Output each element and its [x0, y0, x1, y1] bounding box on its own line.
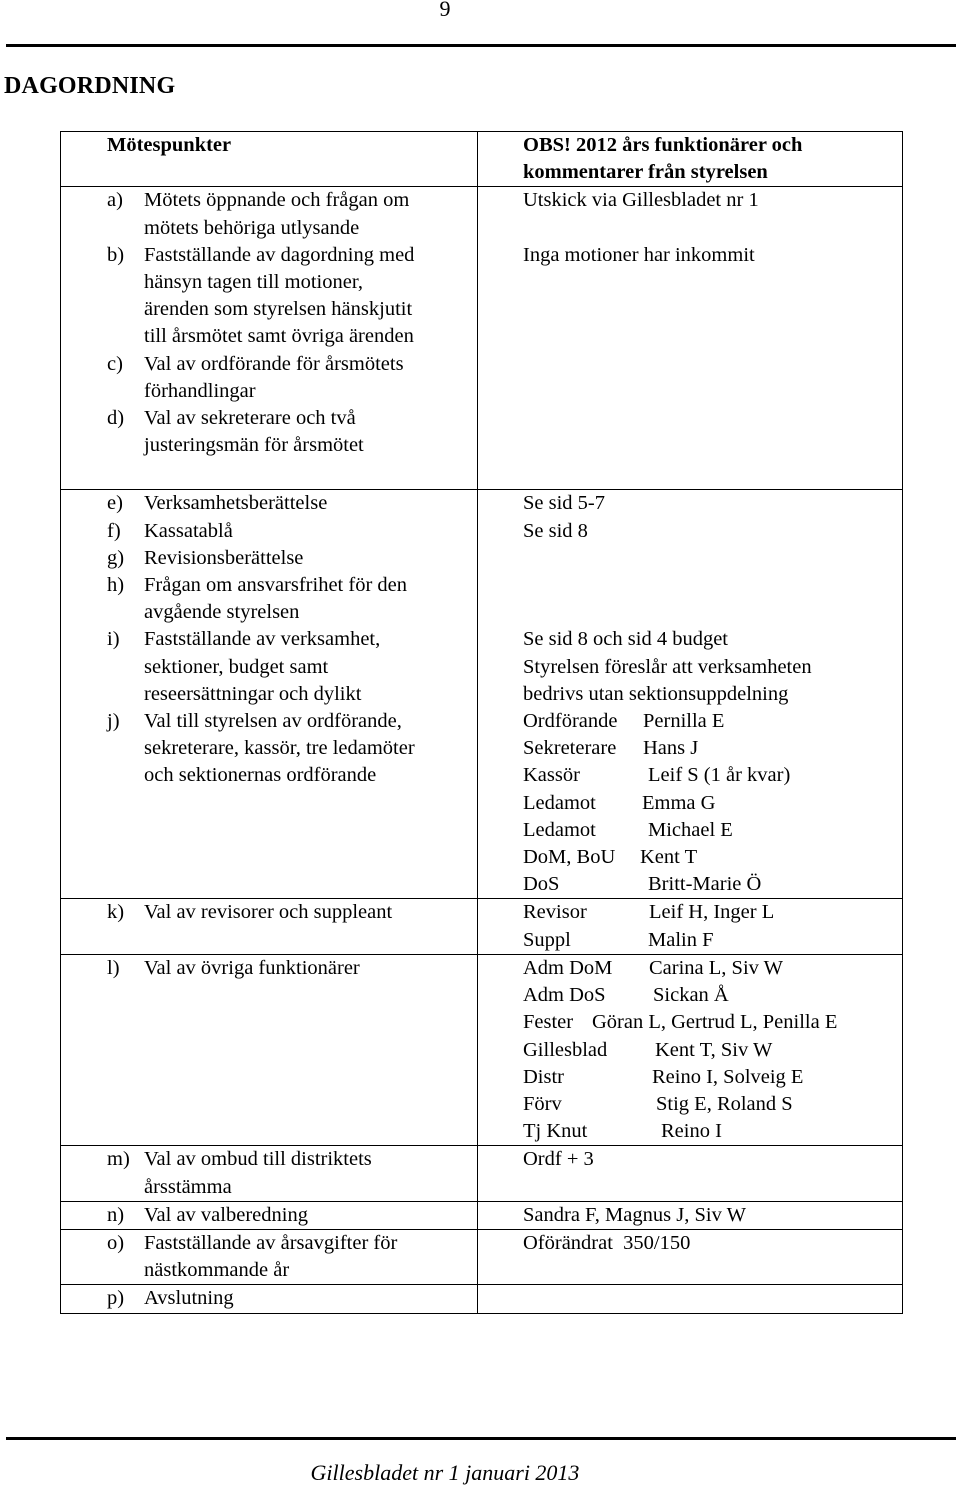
item-text: avgående styrelsen — [144, 601, 300, 624]
agenda-item-e — [107, 490, 477, 517]
item-label: n) — [107, 1203, 125, 1226]
role: DoM, BoU — [523, 846, 616, 869]
item-text: reseersättningar och dylikt — [144, 682, 362, 705]
person: Reino I, Solveig E — [652, 1065, 804, 1088]
page-title: DAGORDNING — [4, 73, 176, 99]
item-text: årsstämma — [144, 1175, 232, 1198]
header-left: Mötespunkter — [107, 134, 232, 156]
item-label: b) — [107, 243, 125, 266]
item-text: Frågan om ansvarsfrihet för den — [144, 574, 407, 597]
agenda-item-n — [107, 1202, 477, 1229]
person: Malin F — [648, 928, 714, 951]
functionary-row — [523, 871, 902, 898]
item-text: sekreterare, kassör, tre ledamöter — [144, 737, 415, 760]
functionary-row — [523, 844, 902, 871]
role: Adm DoS — [523, 984, 606, 1007]
item-label: k) — [107, 901, 125, 924]
role: Förv — [523, 1092, 562, 1115]
item-label: p) — [107, 1287, 125, 1310]
item-label: j) — [107, 710, 120, 733]
functionary-row — [523, 1037, 902, 1064]
agenda-item-i — [107, 626, 477, 708]
agenda-item-m — [107, 1146, 477, 1173]
item-text: Val av ombud till distriktets — [144, 1148, 372, 1171]
row-o-right — [478, 1229, 903, 1284]
item-text: nästkommande år — [144, 1259, 290, 1282]
table-row — [61, 1146, 903, 1201]
item-text: Val till styrelsen av ordförande, — [144, 710, 402, 733]
item-text: förhandlingar — [144, 379, 256, 402]
header-right-line-2: kommentarer från styrelsen — [523, 161, 768, 184]
role: Suppl — [523, 928, 571, 951]
person: Hans J — [643, 737, 699, 760]
item-label: c) — [107, 352, 123, 375]
person: Stig E, Roland S — [656, 1092, 793, 1115]
functionary-row — [523, 955, 902, 982]
role: DoS — [523, 873, 560, 896]
row-l-right — [478, 954, 903, 1145]
person: Michael E — [648, 818, 733, 841]
table-row — [61, 490, 903, 899]
functionary-row — [523, 1118, 902, 1145]
row-k-left — [61, 899, 478, 954]
group2-right-cell — [478, 490, 903, 899]
row-l-left — [61, 954, 478, 1145]
item-text: ärenden som styrelsen hänskjutit — [144, 298, 413, 321]
item-text: Fastställande av verksamhet, — [144, 628, 381, 651]
functionary-row — [523, 899, 902, 926]
item-text: Val av ordförande för årsmötets — [144, 352, 404, 375]
comment-line: Utskick via Gillesbladet nr 1 — [523, 189, 759, 212]
header-right-cell — [478, 132, 903, 187]
role: Ledamot — [523, 791, 596, 814]
item-text: Val av valberedning — [144, 1203, 308, 1226]
functionary-row — [523, 1091, 902, 1118]
agenda-item-o — [107, 1230, 477, 1284]
person: Carina L, Siv W — [649, 956, 783, 979]
item-text: och sektionernas ordförande — [144, 764, 377, 787]
row-k-right — [478, 899, 903, 954]
agenda-item-l — [107, 955, 477, 982]
row-n-right — [478, 1201, 903, 1229]
person: Pernilla E — [643, 710, 725, 733]
comment-line — [523, 215, 902, 242]
item-text: Fastställande av dagordning med — [144, 243, 415, 266]
person: Sickan Å — [653, 984, 729, 1007]
functionary-row — [523, 708, 902, 735]
comment-line: Se sid 8 — [523, 519, 588, 542]
role: Adm DoM — [523, 956, 613, 979]
agenda-item-g — [107, 545, 477, 572]
agenda-table — [60, 131, 903, 1314]
person: Britt-Marie Ö — [648, 873, 762, 896]
role: Ledamot — [523, 818, 596, 841]
comment-line: Inga motioner har inkommit — [523, 243, 755, 266]
row-m-right — [478, 1146, 903, 1201]
functionary-row — [523, 1064, 902, 1091]
agenda-item-f — [107, 518, 477, 545]
item-text: till årsmötet samt övriga ärenden — [144, 325, 414, 348]
item-label: a) — [107, 189, 123, 212]
item-text: Fastställande av årsavgifter för — [144, 1231, 398, 1254]
role: Fester — [523, 1011, 574, 1034]
item-text: justeringsmän för årsmötet — [144, 434, 364, 457]
role: Revisor — [523, 901, 587, 924]
item-text: Revisionsberättelse — [144, 546, 304, 569]
table-header-row — [61, 132, 903, 187]
row-n-left — [61, 1201, 478, 1229]
person: Kent T, Siv W — [655, 1038, 773, 1061]
comment-line: Oförändrat 350/150 — [523, 1231, 691, 1254]
role: Distr — [523, 1065, 564, 1088]
agenda-item-j — [107, 708, 477, 790]
item-text: Avslutning — [144, 1287, 234, 1310]
agenda-item-p — [107, 1285, 477, 1312]
role: Tj Knut — [523, 1120, 588, 1143]
person: Leif H, Inger L — [649, 901, 775, 924]
item-label: e) — [107, 492, 123, 515]
group2-left-cell — [61, 490, 478, 899]
item-label: d) — [107, 407, 125, 430]
comment-line: Ordf + 3 — [523, 1148, 594, 1171]
item-label: l) — [107, 956, 120, 979]
agenda-item-a — [107, 187, 477, 241]
header-rule — [6, 44, 956, 47]
item-label: m) — [107, 1148, 130, 1171]
header-left-cell — [61, 132, 478, 187]
item-text: Verksamhetsberättelse — [144, 492, 328, 515]
comment-line: Se sid 5-7 — [523, 492, 605, 515]
person: Leif S (1 år kvar) — [648, 764, 791, 787]
item-text: Val av övriga funktionärer — [144, 956, 360, 979]
agenda-item-d — [107, 405, 477, 459]
comment-line: Sandra F, Magnus J, Siv W — [523, 1203, 746, 1226]
person: Kent T — [640, 846, 698, 869]
role: Sekreterare — [523, 737, 617, 760]
functionary-row — [523, 735, 902, 762]
row-p-right — [478, 1285, 903, 1313]
functionary-row — [523, 790, 902, 817]
functionary-row — [523, 817, 902, 844]
table-row — [61, 187, 903, 490]
role: Kassör — [523, 764, 580, 787]
page-footer: Gillesbladet nr 1 januari 2013 — [310, 1460, 580, 1485]
comment-line: bedrivs utan sektionsuppdelning — [523, 682, 789, 705]
role: Ordförande — [523, 710, 618, 733]
agenda-item-b — [107, 242, 477, 351]
person: Göran L, Gertrud L, Penilla E — [592, 1011, 838, 1034]
item-label: f) — [107, 519, 121, 542]
table-row — [61, 954, 903, 1145]
table-row — [61, 1201, 903, 1229]
person: Emma G — [642, 791, 716, 814]
item-label: g) — [107, 546, 125, 569]
page-number: 9 — [439, 0, 451, 21]
person: Reino I — [661, 1120, 722, 1143]
item-label: i) — [107, 628, 120, 651]
row-o-left — [61, 1229, 478, 1284]
header-right-line-1: OBS! 2012 års funktionärer och — [523, 134, 803, 156]
footer-rule — [6, 1437, 956, 1440]
item-label: o) — [107, 1231, 125, 1254]
functionary-row — [523, 762, 902, 789]
item-text: hänsyn tagen till motioner, — [144, 271, 363, 294]
item-text: Kassatablå — [144, 519, 233, 542]
row-p-left — [61, 1285, 478, 1313]
table-row — [61, 1285, 903, 1313]
table-row — [61, 899, 903, 954]
functionary-row — [523, 1009, 902, 1036]
functionary-row — [523, 982, 902, 1009]
comment-line: Styrelsen föreslår att verksamheten — [523, 655, 812, 678]
item-label: h) — [107, 574, 125, 597]
item-text: sektioner, budget samt — [144, 655, 329, 678]
agenda-item-k — [107, 899, 477, 926]
comment-line: Se sid 8 och sid 4 budget — [523, 628, 728, 651]
table-row — [61, 1229, 903, 1284]
group1-right-cell — [478, 187, 903, 490]
role: Gillesblad — [523, 1038, 608, 1061]
group1-left-cell — [61, 187, 478, 490]
agenda-item-c — [107, 351, 477, 405]
item-text: mötets behöriga utlysande — [144, 216, 360, 239]
row-m-left — [61, 1146, 478, 1201]
agenda-item-h — [107, 572, 477, 626]
item-text: Val av revisorer och suppleant — [144, 901, 393, 924]
item-text: Val av sekreterare och två — [144, 407, 356, 430]
functionary-row — [523, 927, 902, 954]
item-text: Mötets öppnande och frågan om — [144, 189, 410, 212]
